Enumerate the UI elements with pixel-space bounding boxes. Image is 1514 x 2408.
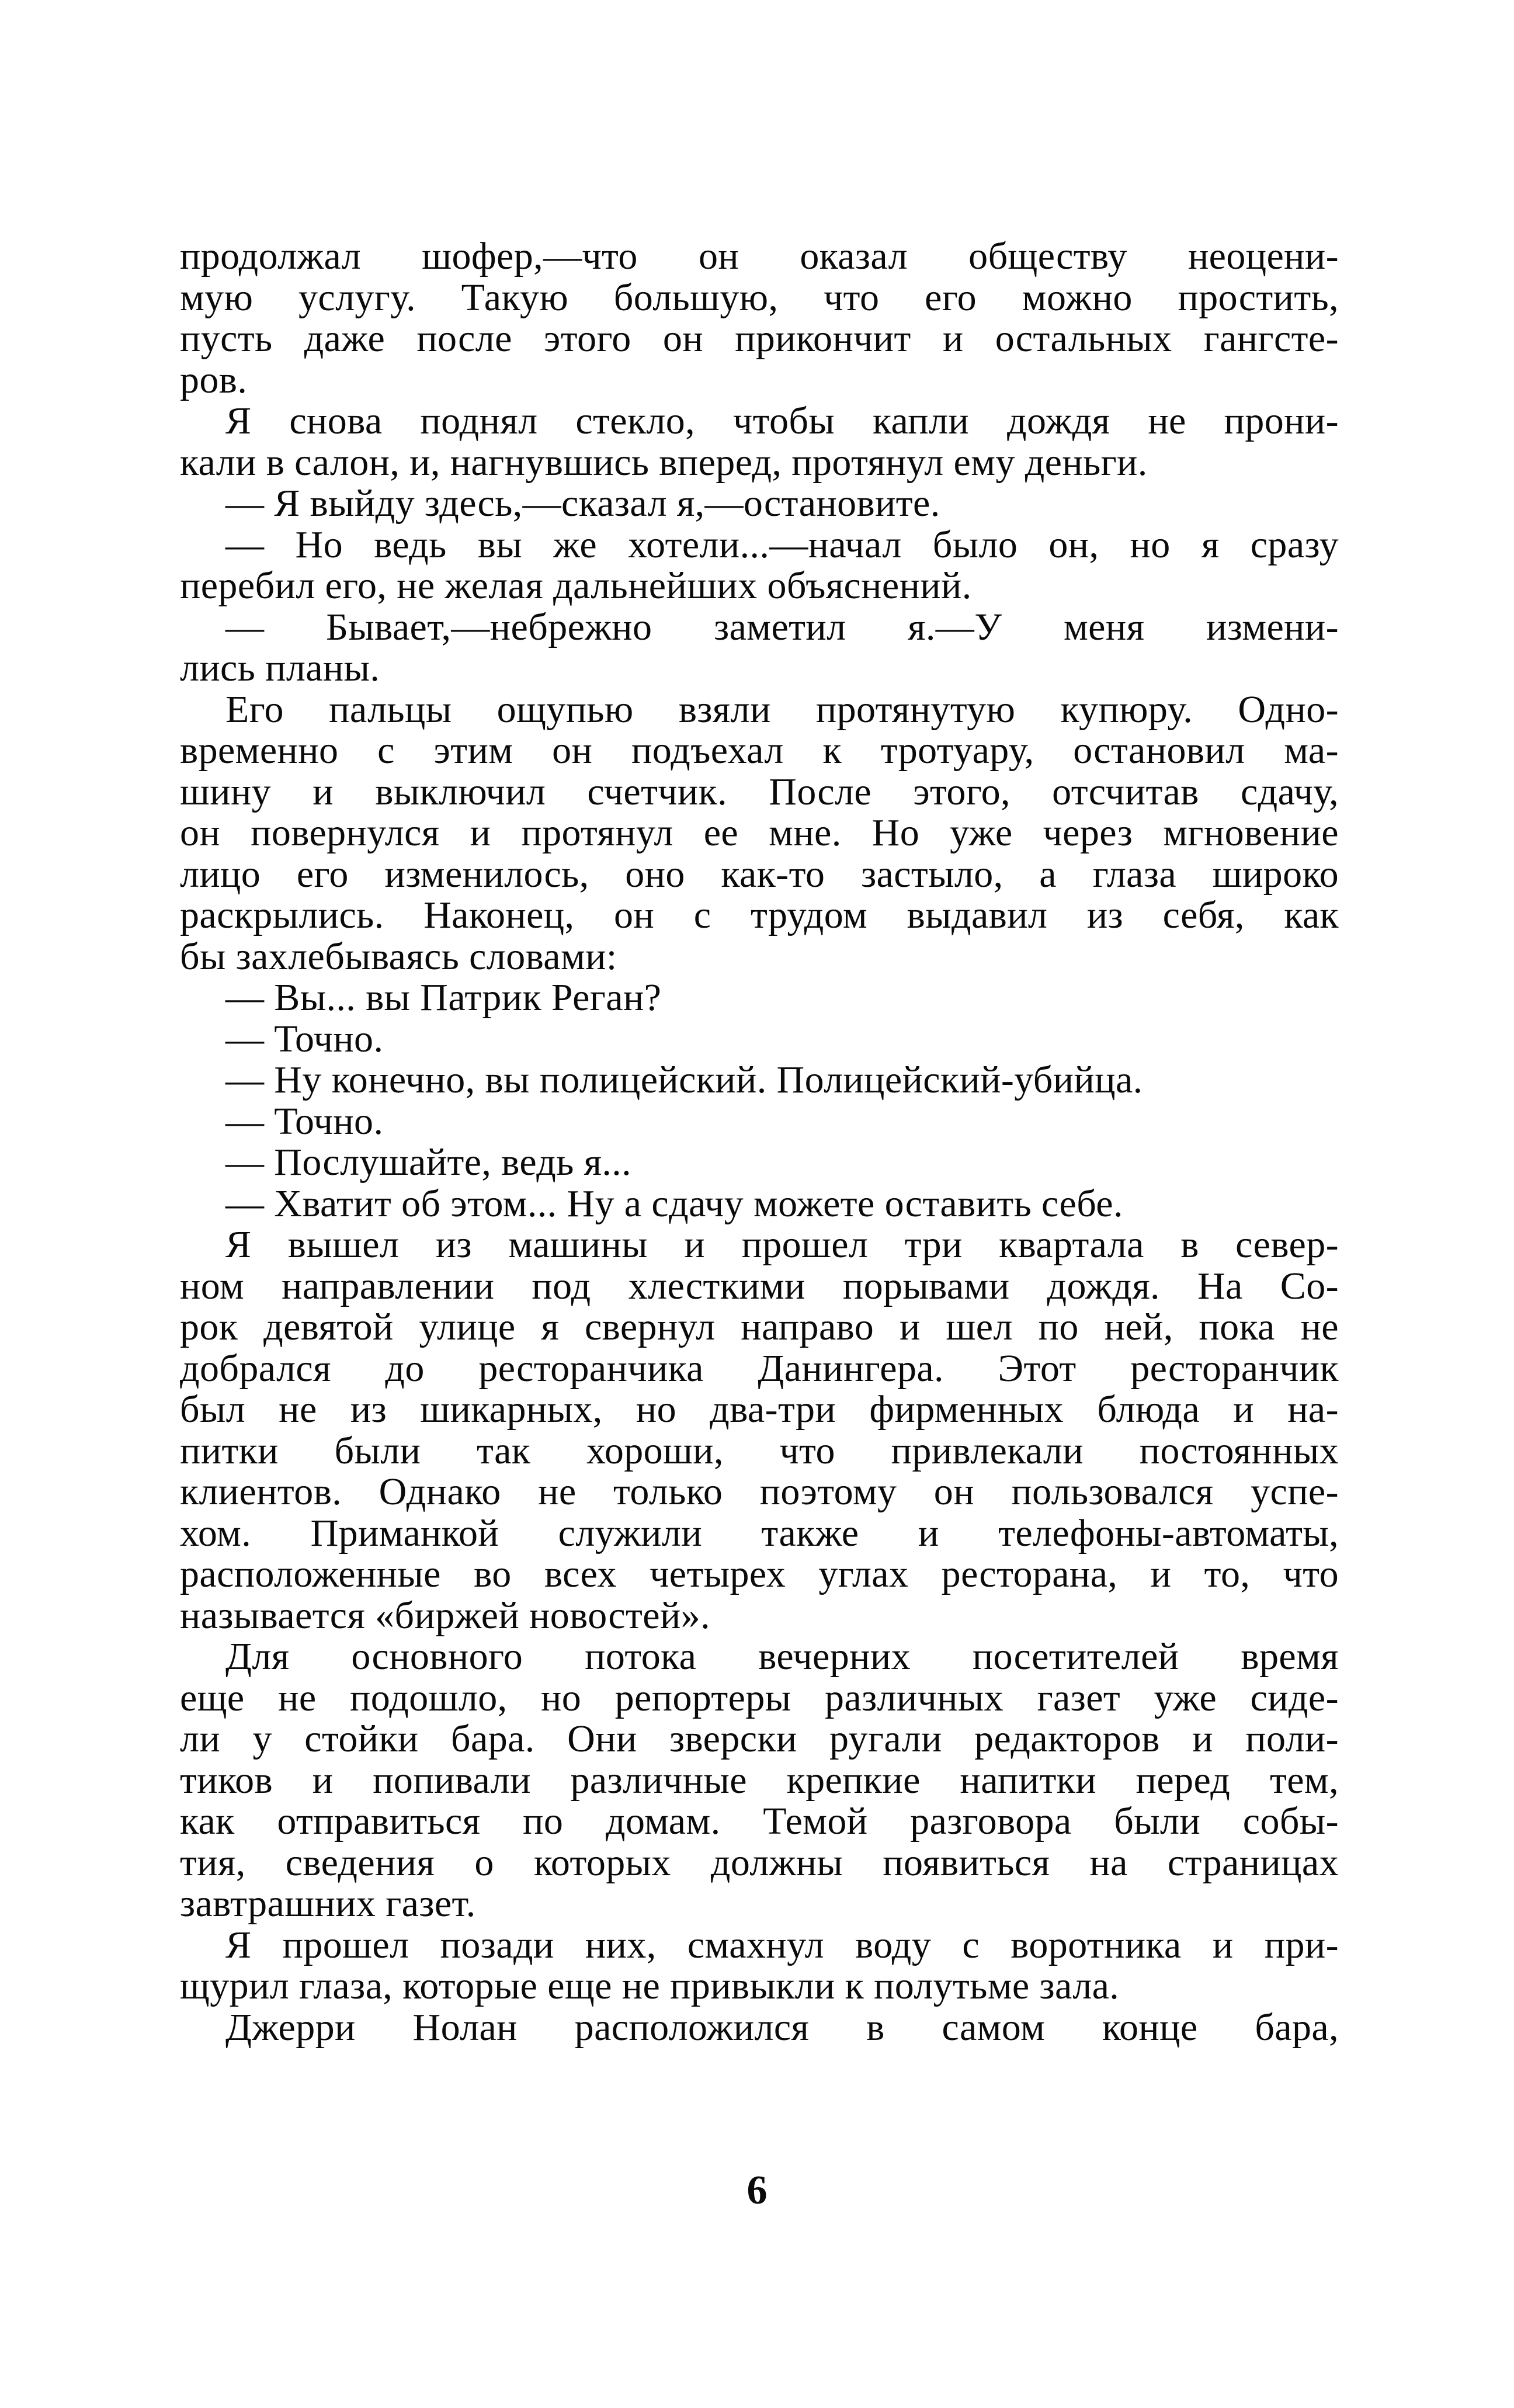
text-line: — Ну конечно, вы полицейский. Полицейский-убийца. [225, 1059, 1143, 1101]
text-line: бы захлебываясь словами: [180, 935, 617, 978]
text-line: как отправиться по домам. Темой разговора были собы- [180, 1800, 1339, 1843]
text-line: кали в салон, и, нагнувшись вперед, протянул ему деньги. [180, 440, 1148, 484]
text-line: ном направлении под хлесткими порывами дождя. На Со- [180, 1264, 1339, 1307]
text-line: тиков и попивали различные крепкие напитки перед тем, [180, 1758, 1339, 1802]
text-line: пусть даже после этого он прикончит и остальных гангсте- [180, 317, 1339, 360]
text-line: — Но ведь вы же хотели...—начал было он, но я сразу [225, 523, 1339, 566]
text-line: тия, сведения о которых должны появиться на страницах [180, 1841, 1339, 1884]
text-line: был не из шикарных, но два-три фирменных блюда и на- [180, 1388, 1339, 1431]
text-line: Его пальцы ощупью взяли протянутую купюру. Одно- [225, 688, 1339, 731]
text-line: называется «биржей новостей». [180, 1594, 710, 1637]
text-line: питки были так хороши, что привлекали постоянных [180, 1429, 1339, 1472]
text-line: лись планы. [180, 647, 380, 689]
text-line: расположенные во всех четырех углах ресторана, и то, что [180, 1553, 1339, 1595]
text-line: мую услугу. Такую большую, что его можно простить, [180, 276, 1339, 319]
text-line: Джерри Нолан расположился в самом конце бара, [225, 2005, 1339, 2049]
text-line: добрался до ресторанчика Данингера. Этот ресторанчик [180, 1347, 1339, 1390]
text-line: он повернулся и протянул ее мне. Но уже через мгновение [180, 811, 1339, 854]
text-line: лицо его изменилось, оно как-то застыло, а глаза широко [180, 852, 1339, 896]
text-line: щурил глаза, которые еще не привыкли к полутьме зала. [180, 1965, 1120, 2007]
text-line: Для основного потока вечерних посетителей время [225, 1635, 1339, 1678]
text-line: — Точно. [225, 1099, 384, 1143]
body-text [180, 236, 1339, 2048]
text-line: клиентов. Однако не только поэтому он пользовался успе- [180, 1470, 1339, 1513]
text-line: рок девятой улице я свернул направо и шел по ней, пока не [180, 1306, 1339, 1348]
text-line: — Послушайте, ведь я... [225, 1141, 632, 1184]
text-line: хом. Приманкой служили также и телефоны-автоматы, [180, 1511, 1339, 1555]
text-line: шину и выключил счетчик. После этого, отсчитав сдачу, [180, 770, 1339, 813]
text-line: — Точно. [225, 1017, 384, 1060]
text-line: — Хватит об этом... Ну а сдачу можете оставить себе. [225, 1182, 1123, 1225]
text-line: временно с этим он подъехал к тротуару, остановил ма- [180, 729, 1339, 772]
text-line: ров. [180, 358, 248, 401]
text-line: еще не подошло, но репортеры различных газет уже сиде- [180, 1676, 1339, 1719]
text-line: — Я выйду здесь,—сказал я,—остановите. [225, 482, 940, 525]
text-line: Я прошел позади них, смахнул воду с воротника и при- [225, 1923, 1339, 1966]
text-line: — Вы... вы Патрик Реган? [225, 976, 662, 1019]
text-line: перебил его, не желая дальнейших объяснений. [180, 564, 972, 607]
text-line: Я снова поднял стекло, чтобы капли дождя не прони- [225, 400, 1339, 442]
text-line: — Бывает,—небрежно заметил я.—У меня измени- [225, 605, 1339, 648]
text-line: ли у стойки бара. Они зверски ругали редакторов и поли- [180, 1717, 1339, 1760]
text-line: завтрашних газет. [180, 1882, 476, 1925]
text-line: продолжал шофер,—что он оказал обществу неоцени- [180, 235, 1339, 277]
page-number: 6 [746, 2168, 768, 2213]
text-line: Я вышел из машины и прошел три квартала в север- [225, 1223, 1339, 1266]
text-line: раскрылись. Наконец, он с трудом выдавил из себя, как [180, 894, 1339, 936]
